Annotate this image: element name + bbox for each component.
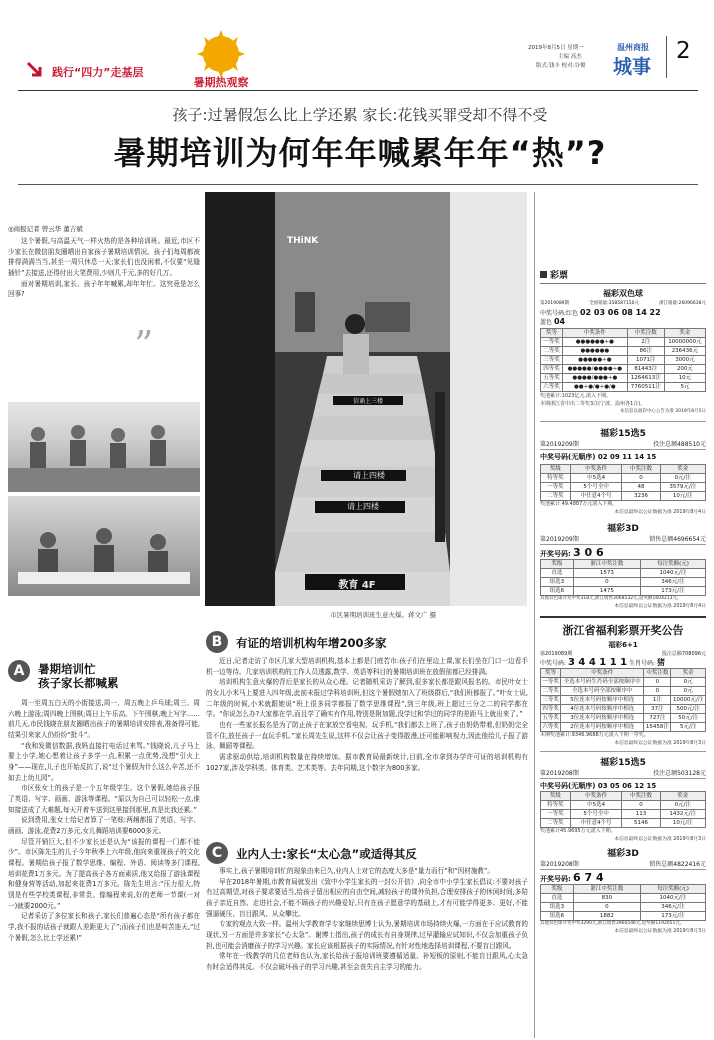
table-header-cell: 奖级: [541, 465, 571, 474]
table-row: [541, 912, 706, 921]
table-cell: ●●●●●●+●: [562, 338, 627, 347]
section-c-body: [206, 866, 528, 1034]
table-cell: ●●●●/●●●+●: [562, 374, 627, 383]
lottery-source: 本信息最终以公证数据为准 2019年8月3日: [614, 740, 706, 746]
table-cell: 830: [573, 894, 640, 903]
lottery-sales: 全国销量:358587150元: [589, 301, 639, 306]
stair-sign: THiNK: [287, 236, 319, 246]
table-header-cell: 奖级: [541, 559, 574, 568]
lottery-column-title: 彩票: [550, 271, 569, 281]
table-cell: 中任意4个号: [570, 819, 622, 828]
table-cell: 173元/注: [640, 586, 705, 595]
table-cell: 10元/注: [660, 819, 705, 828]
lottery-square-icon: [540, 271, 547, 278]
table-header-cell: 浙江中奖注数: [573, 559, 640, 568]
section-b-paragraph: 需求驱动供给,培训机构数量在持续增加。据市教育局最新统计,目前,全市拿到办学许可证的培训机构有1027家,涉及学科类、体育类、艺术类等。去年同期,这个数字为800多家。: [206, 753, 528, 772]
table-cell: 3579元/注: [660, 483, 705, 492]
table-row: [541, 347, 706, 356]
winning-numbers: 3 4 4 1 1 1: [567, 657, 628, 669]
table-cell: 三等奖: [542, 697, 559, 704]
table-cell: 二等奖: [542, 688, 559, 695]
table-cell: ●●●●●+●: [562, 356, 627, 365]
table-cell: 1475: [573, 586, 640, 595]
intro-paragraph: 这个暑假,与高温天气一样火热的是各种培训班。最近,市区不少家长在微信朋友圈晒出自家孩子暑期培训情况。孩子们每周都被排得满满当当,甚至一周只休息一天;家长们也没闲着,不仅要“见缝插针”去接送,还得付出大笔费用,少则几千元,多的好几万。: [8, 237, 200, 278]
masthead: [0, 0, 714, 100]
lottery-sales: 投注总额503128元: [653, 770, 706, 778]
table-cell: 组选3: [541, 903, 574, 912]
slogan: 践行“四力”走基层: [52, 66, 144, 79]
table-cell: 2位连本号码按顺序中相连: [561, 723, 644, 732]
lottery-title: 福彩双色球: [603, 289, 643, 298]
lottery-note: 本期浙江省中出二等奖3注(宁波、温州各1注)。: [540, 400, 646, 407]
lottery-local: 浙江销量:26096638元: [659, 301, 706, 306]
table-cell: 全选本号码生肖码全部按顺序中: [561, 678, 644, 687]
table-cell: 3000元: [664, 356, 705, 365]
table-cell: 173元/注: [640, 912, 705, 921]
table-header-cell: 奖金: [671, 669, 706, 678]
lottery-note: 奖池累计45.9695万元滚入下期。: [540, 828, 616, 835]
table-cell: 727注: [644, 714, 671, 723]
zodiac-label: 生肖号码:: [629, 660, 656, 668]
table-header-cell: 中奖条件: [570, 792, 622, 801]
lottery-period: 第2019209期: [540, 441, 579, 449]
table-cell: 5个号全中: [570, 810, 622, 819]
date-line: 2019年8月5日 星期一: [528, 45, 584, 51]
table-header-cell: 中奖条件: [561, 669, 644, 678]
table-cell: ●●●●●●: [562, 347, 627, 356]
numbers-label: 开奖号码:: [540, 875, 571, 884]
table-row: [541, 894, 706, 903]
lottery-welfare: [540, 288, 706, 415]
stair-sign: 信诵上三楼: [352, 398, 383, 405]
table-cell: 10元: [664, 374, 705, 383]
table-cell: 500元/注: [671, 705, 706, 714]
section-a-title2: 孩子家长都喊累: [38, 676, 119, 690]
stairs-photo: [205, 192, 527, 606]
table-cell: 中任意4个号: [570, 492, 622, 501]
table-row: [541, 586, 706, 595]
section-b-paragraph: 近日,记者走访了市区几家大型培训机构,基本上都是门庭若市:孩子们在里边上课,家长们坐在门口一边看手机一边等待。几家培训机构的工作人员透露,数学、英语等科目的暑期培训班在放假前都已经排满。: [206, 657, 528, 676]
stair-sign: 请上四楼: [353, 471, 385, 480]
table-cell: 48: [622, 483, 660, 492]
table-cell: 六等奖: [542, 724, 559, 731]
table-cell: 1573: [573, 568, 640, 577]
table-cell: 5146: [622, 819, 660, 828]
section-logo: [178, 28, 264, 94]
table-cell: 50元/注: [671, 714, 706, 723]
table-header-cell: 每注奖额(元): [640, 885, 705, 894]
table-row: [541, 696, 706, 705]
table-cell: 六等奖: [541, 383, 563, 392]
lottery-period: 第2019208期: [540, 770, 579, 778]
table-cell: 一等奖: [542, 679, 559, 686]
table-row: [541, 687, 706, 696]
table-header-cell: 中奖条件: [570, 465, 622, 474]
lottery-zj: [540, 616, 706, 747]
table-cell: 一等奖: [541, 810, 571, 819]
table-cell: 0: [644, 678, 671, 687]
section-c-paragraph: 早在2018年暑期,市教育局就发出《致中小学生家长的一封公开信》,向全市中小学生家长倡议:不要对孩子有过高期望,对孩子要求要适当,给孩子留出相应的自由空间,减轻孩子的课外负担,合理安排孩子的休闲时间,多陪孩子亲近自然、走进社会,不能不顾孩子的兴趣爱好,只有在孩子愿意学的基础上,才有可能学得更多、更好,不能强逼硬压、盲目跟风、从众攀比。: [206, 877, 528, 918]
table-row: [541, 714, 706, 723]
table-cell: 三等奖: [541, 356, 563, 365]
table-cell: 5个号全中: [570, 483, 622, 492]
numbers-label: 中奖号码:红色: [540, 310, 579, 317]
table-cell: 5元: [664, 383, 705, 392]
lottery-sales: 投注总额708096元: [661, 651, 706, 658]
table-row: [541, 678, 706, 687]
table-cell: 直选: [541, 894, 574, 903]
table-cell: 0元: [671, 678, 706, 687]
table-cell: 3236: [622, 492, 660, 501]
divider: [666, 36, 667, 78]
table-header-cell: 中奖注数: [622, 465, 660, 474]
table-header-cell: 奖金: [660, 465, 705, 474]
table-cell: 0元: [671, 687, 706, 696]
fc3d-table: [540, 884, 706, 921]
table-row: [541, 356, 706, 365]
section-a-paragraph: 周一至周五白天的小街接送,周一、周五晚上乒乓球;周三、周六晚上游泳;周四晚上围棋;周日上午乐高。下午围棋,晚上写字……前几天,市民钱晓在朋友圈晒出孩子的暑期培训安排表,准备得可能,结果引来家人仍纷纷“批斗”。: [8, 699, 200, 740]
classroom-photo-top: [8, 402, 200, 492]
section-a-body: [8, 698, 200, 1034]
lottery-sales: 销售总额4822416元: [649, 861, 706, 869]
section-name: 城事: [613, 56, 652, 78]
table-cell: 346元/注: [640, 903, 705, 912]
table-cell: 特等奖: [541, 474, 571, 483]
winning-numbers: 中奖号码(无顺序) 03 05 06 12 15: [540, 782, 657, 791]
table-cell: 4位连本号码按顺序中相连: [561, 705, 644, 714]
lottery-source: 本信息最终以公证数据为准 2019年8月4日: [614, 510, 706, 516]
lottery-column: [540, 268, 706, 1036]
table-cell: 四等奖: [541, 365, 563, 374]
section-c-badge: C: [206, 842, 228, 864]
section-c-paragraph: 常年在一线教学的几位老师也认为,家长给孩子报培训班要遵循适量、补短板的原则,不能盲目跟风,心太急有时会适得其反。不仅会破坏孩子的学习兴趣,甚至会丧失自主学习的能力。: [206, 952, 528, 972]
table-cell: ●●●●●/●●●●+●: [562, 365, 627, 374]
table-cell: 0: [622, 474, 660, 483]
table-cell: 1882: [573, 912, 640, 921]
table-row: [541, 819, 706, 828]
fc15-table: [540, 791, 706, 828]
lottery-source: 本信息最终以公证数据为准 2019年8月4日: [614, 603, 706, 609]
arrow-icon: [25, 60, 43, 78]
table-cell: 5元/注: [671, 723, 706, 732]
table-row: [541, 483, 706, 492]
table-cell: 0: [573, 903, 640, 912]
fc15-table: [540, 464, 706, 501]
stair-sign: 教育 4F: [338, 580, 376, 591]
table-cell: 组选6: [541, 912, 574, 921]
paper-name: 温州商报: [617, 43, 649, 52]
table-cell: 10元/注: [660, 492, 705, 501]
table-cell: 一等奖: [541, 338, 563, 347]
section-a-badge: A: [8, 660, 30, 682]
logo-label: 暑期热观察: [193, 76, 249, 89]
table-cell: 0元/注: [660, 801, 705, 810]
section-c-paragraph: 事实上,孩子暑期培训忙的现象由来已久,业内人士对它的态度大多是“量力而行”和“因材施教”。: [219, 867, 495, 875]
table-cell: 1432元/注: [660, 810, 705, 819]
lottery-source: 本信息最终以公证数据为准 2019年8月3日: [614, 929, 706, 935]
column-divider: [534, 192, 535, 1038]
header-rule: [18, 90, 698, 91]
lottery-source: 本信息最终以公证数据为准 2019年8月3日: [614, 836, 706, 842]
table-row: [541, 801, 706, 810]
table-header-cell: 中奖注数: [622, 792, 660, 801]
lottery-fc15-2: [540, 751, 706, 843]
lottery-period: 第2019089期: [540, 651, 573, 658]
welfare-table: [540, 328, 706, 392]
section-a-paragraph: 记者采访了多位家长和孩子,家长们普遍心态是“所有孩子都在学,我不报的话孩子就跟人差距更大了”;而孩子们也是叫苦连天,“过个暑假,怎么比上学还累!”: [8, 912, 200, 942]
table-cell: 2注: [627, 338, 664, 347]
numbers-label: 开奖号码:: [540, 549, 571, 558]
lottery-note: 奖池累计 49.4887万元滚入下期。: [540, 501, 618, 508]
section-b-badge: B: [206, 631, 228, 653]
table-cell: 1040元/注: [640, 568, 705, 577]
table-cell: 15458注: [645, 724, 669, 731]
table-cell: 中5选4: [570, 801, 622, 810]
table-header-cell: 奖金: [660, 792, 705, 801]
winning-numbers: 02 03 06 08 14 22: [579, 308, 661, 317]
table-cell: 二等奖: [541, 819, 571, 828]
section-a-paragraph: 尽管开销巨大,但不少家长还是认为“该报的课程一门都不能少”。市区陈先生的儿子今年秋季上六年级,他向来重视孩子的文化课程。暑期给孩子报了数学思维、编程、外语、阅读等多门课程,培训花费1万多元。为了提高孩子各方面素质,他又给报了游泳课程和健身营等活动,加起来花费1万多元。陈先生坦言:“压力很大,特别是有些学校类课程,非常贵。像编程来说,好的老师一节课(一对一)就要2000元。”: [8, 837, 200, 910]
table-cell: 5位连本号码按顺序中相连: [561, 696, 644, 705]
table-cell: 3位连本号码按顺序中相连: [561, 714, 644, 723]
section-c-title: 业内人士:家长“太心急”或适得其反: [236, 847, 417, 861]
table-cell: 1264613注: [627, 374, 664, 383]
zodiac: 猪: [656, 658, 665, 668]
table-header-cell: 奖级: [541, 792, 571, 801]
table-cell: 组选6: [541, 586, 574, 595]
table-row: [541, 365, 706, 374]
table-header-cell: 每注奖额(元): [640, 559, 705, 568]
section-b-paragraph: 也有一些家长报名是为了防止孩子在家放空看电视、玩手机,“我们都去上班了,孩子由奶奶带着,但奶奶完全管不住,放任孩子一直玩手机。”家长周先生说,这样不仅会让孩子变得散漫,还可能影响视力,因此他给儿子报了游泳、舞蹈等课程。: [206, 721, 528, 751]
lottery-title: 浙江省福利彩票开奖公告: [562, 624, 684, 638]
table-header-cell: 奖级: [541, 885, 574, 894]
table-cell: ●●+●/●+●/●: [562, 383, 627, 392]
winning-numbers: 6 7 4: [573, 871, 604, 885]
fc3d-table: [540, 559, 706, 596]
lottery-fc3d-2: [540, 846, 706, 935]
lottery-source: 本信息以福彩中心公告为准 2019年8月5日: [619, 408, 706, 414]
table-row: [541, 374, 706, 383]
intro-paragraph: 面对暑期培训,家长、孩子年年喊累,却年年忙。这究竟是怎么回事?: [8, 279, 200, 299]
main-headline: 暑期培训为何年年喊累年年“热”?: [113, 134, 607, 172]
table-cell: 特等奖: [541, 801, 571, 810]
section-a-paragraph: 说到费用,张女士给记者算了一笔账:两趟都报了英语、写字、画画、游泳,花费2万多元,女儿舞蹈培训要6000多元。: [8, 816, 200, 836]
table-cell: 1071注: [627, 356, 664, 365]
table-cell: 直选: [541, 568, 574, 577]
section-a-paragraph: “我和发微信数据,我妈直接打电话过来骂。”钱晓说,儿子马上要上小学,她心想着让孩子多学一点,积累一点优势,没想“引火上身”——现在,儿子也开始反抗了,说“过个暑假为什么这么辛苦,还不如去上幼儿园”。: [8, 741, 200, 782]
table-row: [541, 810, 706, 819]
table-cell: 二等奖: [541, 347, 563, 356]
photo-caption: 市区暑期培训班生意火爆。蒋文广 摄: [330, 611, 437, 619]
table-header-cell: 奖金: [664, 329, 705, 338]
lottery-period: 第2019208期: [540, 861, 579, 869]
table-cell: 1注: [644, 696, 671, 705]
table-cell: 0: [644, 687, 671, 696]
table-cell: 组选3: [541, 577, 574, 586]
lottery-title: 福彩3D: [607, 523, 639, 534]
intro: [8, 236, 200, 338]
lottery-period: 第2019089期: [540, 301, 570, 306]
table-cell: 一等奖: [541, 483, 571, 492]
lottery-note: 奖池累计:1023亿元,滚入下期。: [540, 393, 611, 399]
table-cell: 7760511注: [627, 383, 664, 392]
lottery-fc15-1: [540, 421, 706, 516]
table-row: [541, 383, 706, 392]
table-row: [541, 723, 706, 732]
section-a-title1: 暑期培训忙: [38, 662, 96, 676]
lottery-period: 第2019209期: [540, 535, 579, 543]
table-header-cell: 中奖注数: [644, 669, 671, 678]
section-b-body: [206, 656, 528, 816]
table-row: [541, 577, 706, 586]
table-header-cell: 中奖注数: [627, 329, 664, 338]
table-header-cell: 奖等: [541, 669, 561, 678]
table-cell: 37注: [644, 705, 671, 714]
lottery-sales: 投注总额488510元: [653, 441, 706, 449]
winning-numbers: 中奖号码(无顺序) 02 09 11 14 15: [540, 453, 657, 462]
kicker: 孩子:过暑假怎么比上学还累 家长:花钱买罪受却不得不受: [172, 106, 548, 124]
zj-table: [540, 668, 706, 732]
lottery-subtitle: 福彩6+1: [608, 641, 638, 650]
lottery-note: 其他双色球开奖中奖318元,浙江销售3068132元,返奖额1604213元。: [540, 595, 682, 601]
table-cell: 0: [573, 577, 640, 586]
stair-sign: 请上四楼: [347, 502, 379, 511]
table-header-cell: 中奖条件: [562, 329, 627, 338]
lottery-title: 福彩3D: [607, 849, 639, 860]
lottery-note: 其他双色球开奖中奖3290元,浙江销售3960546元,返奖额1192051元。: [540, 921, 685, 927]
section-b-title: 有证的培训机构年增200多家: [236, 636, 387, 650]
table-cell: 二等奖: [541, 492, 571, 501]
table-row: [541, 492, 706, 501]
byline: ◎商报记者 曾云华 董吉斌: [8, 225, 83, 233]
headline-rule: [18, 184, 698, 185]
lottery-title: 福彩15选5: [600, 758, 646, 769]
table-row: [541, 903, 706, 912]
table-cell: 86注: [627, 347, 664, 356]
table-cell: 81443注: [627, 365, 664, 374]
lottery-sales: 销售总额4696654元: [649, 535, 706, 543]
table-header-cell: 奖等: [541, 329, 563, 338]
table-row: [541, 338, 706, 347]
numbers-label: 中奖号码:: [540, 660, 567, 668]
blue-number: 04: [553, 317, 566, 326]
table-cell: 10000元/注: [671, 696, 706, 705]
lottery-note: 本期奖池累计:9346.9688万元滚入下期一等奖。: [540, 732, 649, 739]
classroom-photo-bottom: [8, 496, 200, 596]
blue-label: 蓝色: [540, 319, 553, 326]
table-cell: 全选本号码全部按顺序中: [561, 687, 644, 696]
table-cell: 113: [622, 810, 660, 819]
table-header-cell: 浙江中奖注数: [573, 885, 640, 894]
table-row: [541, 568, 706, 577]
table-cell: 346元/注: [640, 577, 705, 586]
lottery-title: 福彩15选5: [600, 429, 646, 440]
table-cell: 1040元/注: [640, 894, 705, 903]
section-b-paragraph: 培训机构生意火爆的背后是家长的从众心理。记者随机采访了解到,很多家长都是跟风报名的。市民叶女士的女儿小米马上要进入四年级,此前未报过学科培训班,但这个暑假她加入了班级群后,“我们班都报了。”叶女士说,二年级的时候,小米就跟她说“班上很多同学都报了数学思维课程”,到三年级,班上超过三分之二的同学都在学。“你说怎么办?大家都在学,而且学了确实有作用,特别是附加题,没学过和学过的同学的差距马上就出来了。”: [206, 678, 528, 719]
quote-mark-icon: ”: [134, 323, 154, 367]
table-cell: 四等奖: [542, 706, 559, 713]
table-cell: 0元/注: [660, 474, 705, 483]
lottery-fc3d-1: [540, 521, 706, 610]
table-cell: 五等奖: [541, 374, 563, 383]
table-cell: 10000000元: [664, 338, 705, 347]
table-row: [541, 474, 706, 483]
winning-numbers: 3 0 6: [573, 545, 604, 559]
section-c-paragraph: 专家的观点大致一样。温州大学教育学专家继续思博士认为,暑期培训市场持续火爆,一方面在于应试教育的现状,另一方面是许多家长“心太急”。谢博士指出,孩子的成长有自身规律,过早灌输应试知识,不仅会加重孩子负担,也可能会消磨孩子的学习兴趣。家长应该根据孩子的实际情况,有针对性地选择培训课程,不要盲目跟风。: [206, 920, 528, 950]
section-a-paragraph: 市区张女士的孩子是一个五年级学生。这个暑假,她给孩子报了英语、写字、画画、游泳等课程。“原以为自己可以轻松一点,谁知接送成了大难题,每天开着车送到这里接到那里,真是比我还累。”: [8, 784, 200, 814]
table-cell: 中5选4: [570, 474, 622, 483]
page-number: 2: [676, 38, 691, 64]
editor-line: 主编 高杰: [558, 54, 582, 60]
table-row: [541, 705, 706, 714]
table-cell: 0: [622, 801, 660, 810]
table-cell: 200元: [664, 365, 705, 374]
proof-line: 版式:钱丰 校对:谷俊: [536, 63, 586, 69]
table-cell: 236436元: [664, 347, 705, 356]
table-cell: 五等奖: [542, 715, 559, 722]
